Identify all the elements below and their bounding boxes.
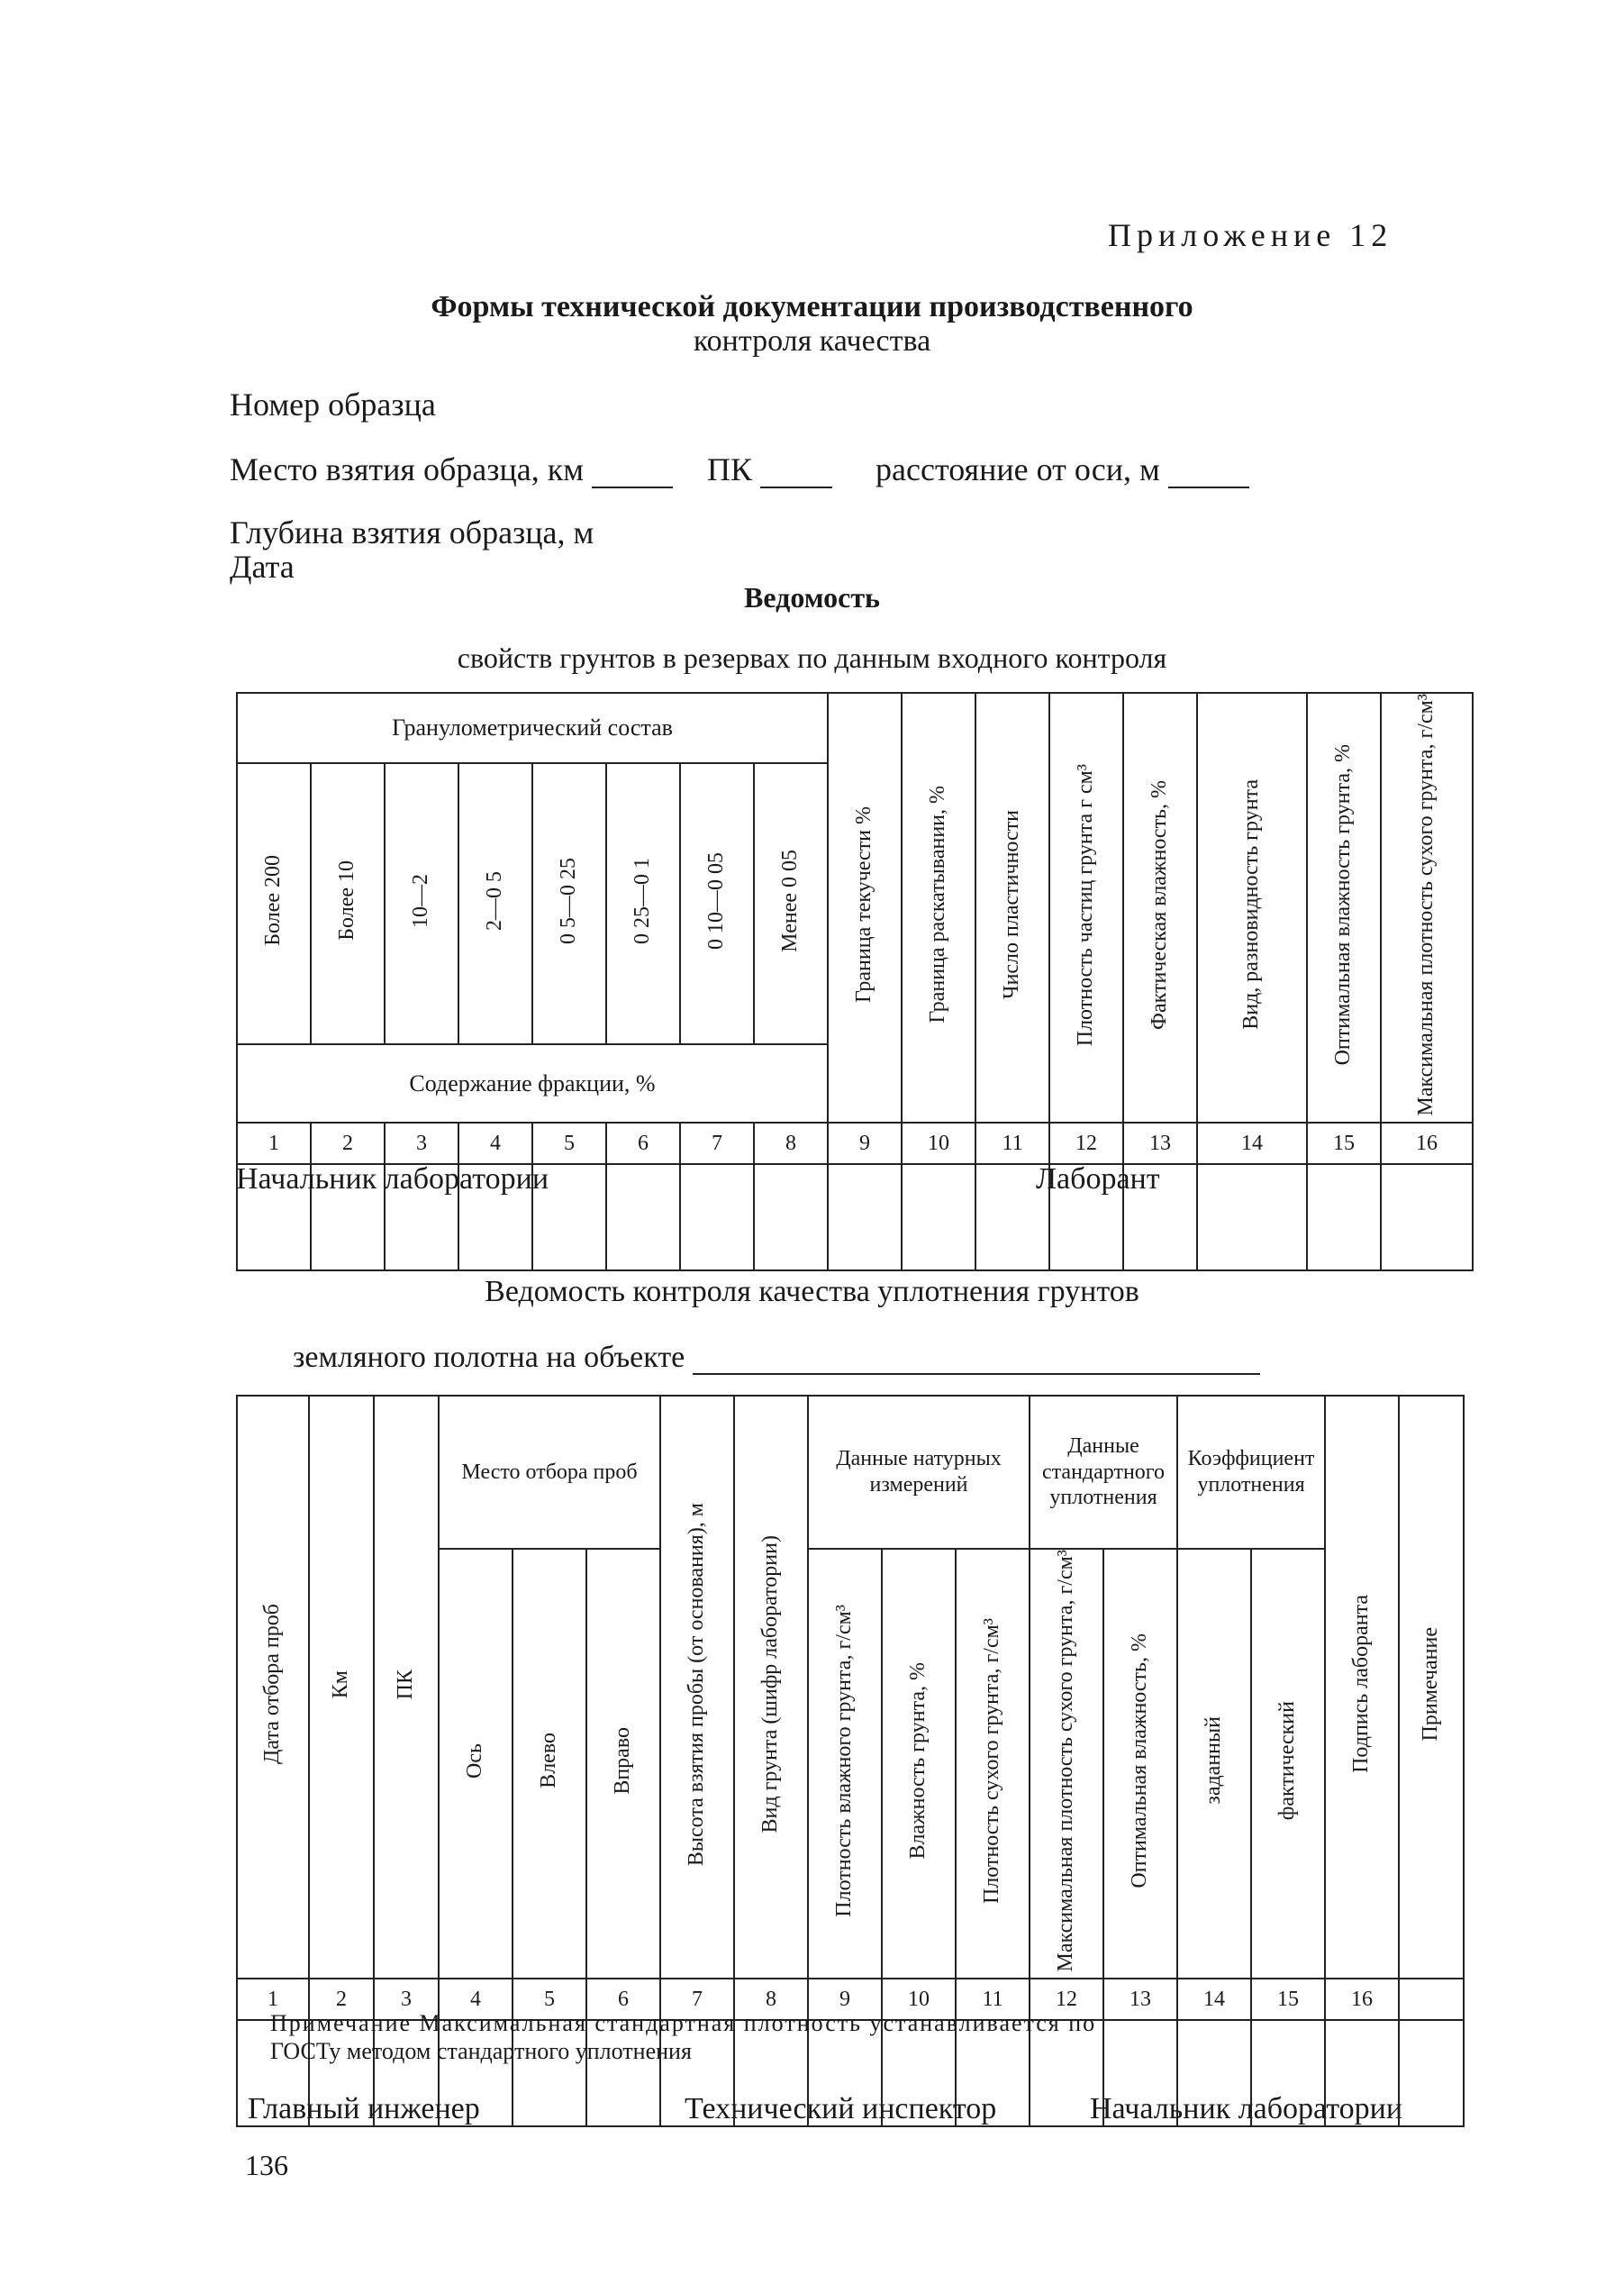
col-number: 9: [808, 1979, 882, 2020]
col-header: [1197, 693, 1307, 1123]
col-number: 15: [1307, 1123, 1381, 1164]
col-header: [458, 763, 532, 1044]
col-header: [975, 693, 1049, 1123]
col-header: [439, 1549, 513, 1979]
table2-title-line2: земляного полотна на объекте: [293, 1341, 685, 1374]
col-header-text: Оптимальная влажность грунта, %: [1331, 744, 1356, 1066]
sample-pk-field[interactable]: [760, 461, 832, 488]
table-cell[interactable]: [680, 1164, 754, 1270]
col-header: [237, 763, 311, 1044]
col-header: [237, 1396, 309, 1979]
col-number: 11: [956, 1979, 1030, 2020]
col-header: [1123, 693, 1197, 1123]
sample-number-label: Номер образца: [230, 387, 436, 423]
col-header-text: Более 10: [335, 860, 359, 941]
col-header: [680, 763, 754, 1044]
col-header-text: Максимальная плотность сухого грунта, г/см³: [1414, 694, 1438, 1116]
col-header-text: заданный: [1202, 1716, 1226, 1806]
col-header-text: Влево: [537, 1733, 561, 1789]
col-header: [808, 1549, 882, 1979]
col-header-text: Более 200: [261, 855, 286, 946]
sample-date-label: Дата: [230, 549, 295, 585]
col-number: 6: [586, 1979, 660, 2020]
col-header-text: Плотность частиц грунта г см³: [1074, 763, 1098, 1046]
col-number: 2: [309, 1979, 374, 2020]
sample-depth-label: Глубина взятия образца, м: [230, 514, 594, 551]
page-number: 136: [245, 2149, 288, 2181]
col-header-text: ПК: [394, 1669, 418, 1699]
header-sampling-place: Место отбора проб: [439, 1396, 660, 1549]
col-header-text: Оптимальная влажность, %: [1128, 1633, 1152, 1888]
table2-title-line1: Ведомость контроля качества уплотнения грунтов: [485, 1275, 1139, 1308]
sample-pk-label: ПК: [707, 451, 753, 487]
sample-place-row: [230, 450, 1249, 488]
sample-distance-label: расстояние от оси, м: [876, 451, 1160, 487]
col-header: [1325, 1396, 1399, 1979]
col-header: [532, 763, 606, 1044]
object-name-field[interactable]: [693, 1348, 1260, 1375]
col-number: 7: [660, 1979, 734, 2020]
col-header-text: 0 5—0 25: [557, 857, 581, 944]
sample-km-field[interactable]: [592, 461, 673, 488]
table-cell[interactable]: [902, 1164, 975, 1270]
col-header: [1103, 1549, 1177, 1979]
col-number: 10: [902, 1123, 975, 1164]
col-number: 7: [680, 1123, 754, 1164]
table-cell[interactable]: [606, 1164, 680, 1270]
table1-title-line1: Ведомость: [744, 581, 880, 614]
col-header: [734, 1396, 808, 1979]
col-number: 1: [237, 1979, 309, 2020]
sample-place-label: Место взятия образца, км: [230, 451, 585, 487]
col-header-text: Граница раскатывании, %: [926, 786, 950, 1024]
signature-lab-assistant: Лаборант: [1036, 1162, 1160, 1196]
col-header-text: Вид, разновидность грунта: [1239, 779, 1264, 1031]
col-header: [882, 1549, 956, 1979]
col-header: [660, 1396, 734, 1979]
table-cell[interactable]: [1197, 1164, 1307, 1270]
doc-title-line2: контроля качества: [693, 324, 931, 358]
table-cell[interactable]: [1381, 1164, 1473, 1270]
table2-title-line2-row: [293, 1341, 1260, 1375]
note-line2: ГОСТу методом стандартного уплотнения: [270, 2038, 692, 2065]
table-cell[interactable]: [828, 1164, 902, 1270]
header-compaction-coefficient: Коэффициент уплотнения: [1177, 1396, 1325, 1549]
col-header-text: Число пластичности: [1000, 810, 1024, 1000]
col-header: [1049, 693, 1123, 1123]
col-number: 13: [1123, 1123, 1197, 1164]
col-number: 16: [1381, 1123, 1473, 1164]
sample-distance-field[interactable]: [1168, 461, 1249, 488]
col-header: [1251, 1549, 1325, 1979]
col-header: [1177, 1549, 1251, 1979]
col-number: 1: [237, 1123, 311, 1164]
col-header: [311, 763, 385, 1044]
note-block: [270, 2009, 1441, 2065]
col-number: 12: [1030, 1979, 1103, 2020]
col-header: [1399, 1396, 1464, 1979]
appendix-label: Приложение 12: [1108, 217, 1393, 253]
col-header: [1307, 693, 1381, 1123]
col-header: [513, 1549, 586, 1979]
col-header-text: 0 10—0 05: [704, 851, 729, 950]
col-header: [309, 1396, 374, 1979]
col-header-text: Вид грунта (шифр лаборатории): [758, 1534, 783, 1833]
col-number: 8: [754, 1123, 828, 1164]
col-header: [902, 693, 975, 1123]
col-number: 4: [439, 1979, 513, 2020]
col-number: 9: [828, 1123, 902, 1164]
col-header-text: Ось: [463, 1742, 487, 1779]
signature-chief-engineer: Главный инженер: [248, 2092, 480, 2125]
col-header: [1381, 693, 1473, 1123]
col-header-text: Фактическая влажность, %: [1148, 779, 1172, 1030]
col-number: 3: [385, 1123, 458, 1164]
col-header-text: Км: [329, 1670, 353, 1698]
col-header-text: Высота взятия пробы (от основания), м: [685, 1502, 709, 1866]
col-header: [385, 763, 458, 1044]
col-number: 8: [734, 1979, 808, 2020]
col-header-text: Примечание: [1419, 1626, 1443, 1742]
col-number: 14: [1177, 1979, 1251, 2020]
table1-title-line2: свойств грунтов в резервах по данным входного контроля: [457, 641, 1167, 674]
col-header-text: фактический: [1275, 1701, 1300, 1821]
col-number: 16: [1325, 1979, 1399, 2020]
col-number: 14: [1197, 1123, 1307, 1164]
col-header-text: Дата отбора проб: [260, 1604, 285, 1765]
col-number: 6: [606, 1123, 680, 1164]
signature-technical-inspector: Технический инспектор: [685, 2092, 997, 2125]
col-number: 3: [374, 1979, 439, 2020]
col-header: [754, 763, 828, 1044]
signature-lab-head: Начальник лаборатории: [236, 1162, 549, 1196]
col-header-text: 2—0 5: [483, 870, 507, 931]
col-number: 13: [1103, 1979, 1177, 2020]
header-standard-compaction: Данные стандартного уплотнения: [1030, 1396, 1177, 1549]
col-header: [374, 1396, 439, 1979]
col-header-text: Максимальная плотность сухого грунта, г/см³: [1054, 1550, 1078, 1972]
col-header: [606, 763, 680, 1044]
header-fraction-content: Содержание фракции, %: [237, 1044, 828, 1123]
signature-lab-head-2: Начальник лаборатории: [1090, 2092, 1403, 2125]
col-header-text: Менее 0 05: [778, 849, 803, 952]
col-number: 4: [458, 1123, 532, 1164]
col-number: 5: [513, 1979, 586, 2020]
col-header-text: Подпись лаборанта: [1349, 1595, 1374, 1774]
col-header: [586, 1549, 660, 1979]
col-header: [1030, 1549, 1103, 1979]
col-header-text: Плотность влажного грунта, г/см³: [832, 1604, 857, 1917]
col-number: 5: [532, 1123, 606, 1164]
note-line1: Примечание Максимальная стандартная плотность устанавливается по: [270, 2010, 1097, 2036]
table-cell[interactable]: [754, 1164, 828, 1270]
col-header-text: Граница текучести %: [852, 806, 876, 1004]
col-header-text: Плотность сухого грунта, г/см³: [980, 1617, 1004, 1904]
col-number: 2: [311, 1123, 385, 1164]
col-header: [828, 693, 902, 1123]
header-natural-measurements: Данные натурных измерений: [808, 1396, 1030, 1549]
col-number: 12: [1049, 1123, 1123, 1164]
col-header-text: Влажность грунта, %: [906, 1661, 930, 1860]
doc-title-line1: Формы технической документации производственного: [431, 290, 1193, 323]
col-header: [956, 1549, 1030, 1979]
header-granulometric: Гранулометрический состав: [237, 693, 828, 763]
col-header-text: 10—2: [409, 873, 433, 928]
col-header-text: Вправо: [611, 1726, 635, 1795]
table-cell[interactable]: [1307, 1164, 1381, 1270]
col-number: 15: [1251, 1979, 1325, 2020]
col-number: 10: [882, 1979, 956, 2020]
col-number: 11: [975, 1123, 1049, 1164]
col-header-text: 0 25—0 1: [631, 857, 655, 944]
